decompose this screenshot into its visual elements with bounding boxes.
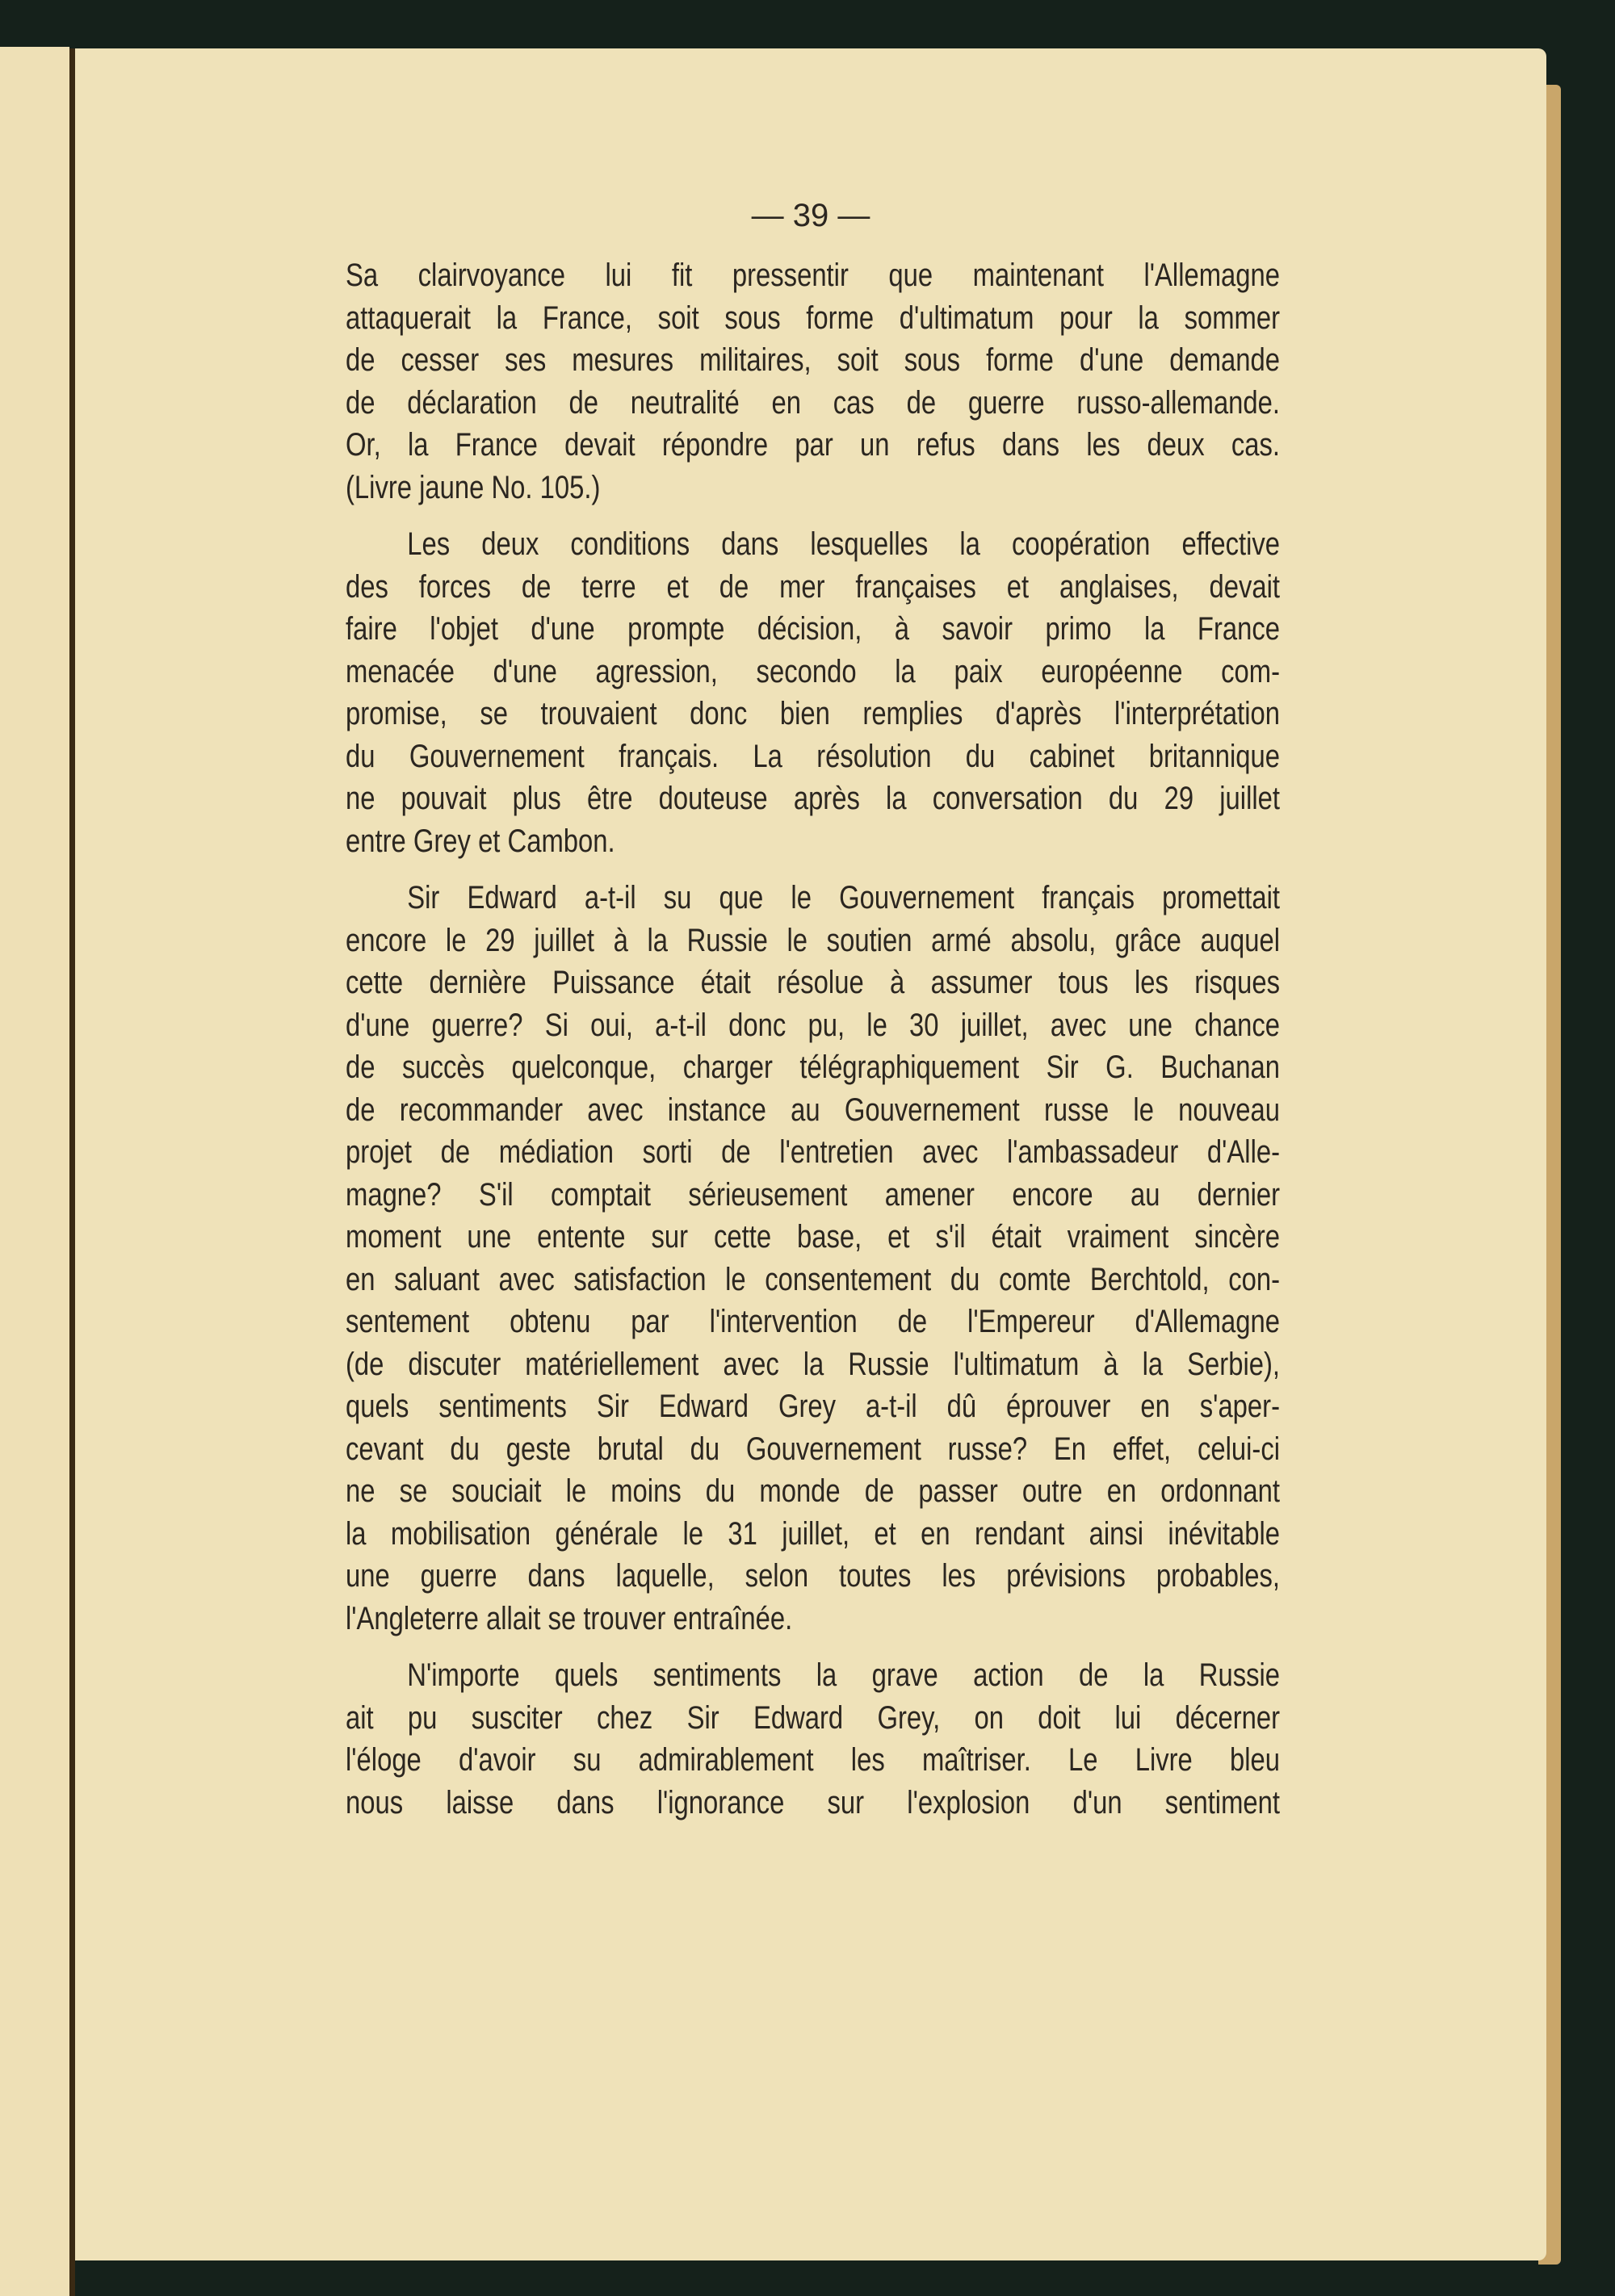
text-line: cevant du geste brutal du Gouvernement russe? En effet, celui-ci bbox=[346, 1431, 1281, 1467]
text-line: moment une entente sur cette base, et s'il était vraiment sincère bbox=[346, 1219, 1281, 1255]
text-line: N'importe quels sentiments la grave action de la Russie bbox=[407, 1657, 1281, 1693]
text-line: entre Grey et Cambon. bbox=[346, 823, 615, 859]
text-line: cette dernière Puissance était résolue à assumer tous les risques bbox=[346, 965, 1281, 1000]
text-line: encore le 29 juillet à la Russie le soutien armé absolu, grâce auquel bbox=[346, 922, 1281, 958]
text-line: promise, se trouvaient donc bien remplies d'après l'interprétation bbox=[346, 696, 1281, 731]
text-line: Sa clairvoyance lui fit pressentir que maintenant l'Allemagne bbox=[346, 258, 1281, 293]
text-line: faire l'objet d'une prompte décision, à savoir primo la France bbox=[346, 611, 1281, 647]
text-line: du Gouvernement français. La résolution du cabinet britannique bbox=[346, 738, 1281, 774]
text-line: attaquerait la France, soit sous forme d'ultimatum pour la sommer bbox=[346, 300, 1281, 336]
text-line: Sir Edward a-t-il su que le Gouvernement français promettait bbox=[407, 880, 1281, 915]
text-line: (Livre jaune No. 105.) bbox=[346, 469, 601, 505]
text-line: en saluant avec satisfaction le consentement du comte Berchtold, con- bbox=[346, 1261, 1281, 1297]
text-line: (de discuter matériellement avec la Russie l'ultimatum à la Serbie), bbox=[346, 1346, 1281, 1382]
body-text bbox=[346, 254, 1280, 1838]
text-line: Les deux conditions dans lesquelles la coopération effective bbox=[407, 526, 1281, 562]
text-line: projet de médiation sorti de l'entretien avec l'ambassadeur d'Alle- bbox=[346, 1134, 1281, 1170]
text-line: la mobilisation générale le 31 juillet, et en rendant ainsi inévitable bbox=[346, 1515, 1281, 1552]
text-line: quels sentiments Sir Edward Grey a-t-il dû éprouver en s'aper- bbox=[346, 1389, 1281, 1424]
text-line: ne se souciait le moins du monde de passer outre en ordonnant bbox=[346, 1473, 1281, 1509]
text-line: magne? S'il comptait sérieusement amener encore au dernier bbox=[346, 1176, 1281, 1213]
text-line: nous laisse dans l'ignorance sur l'explosion d'un sentiment bbox=[346, 1784, 1281, 1820]
page-number: — 39 — bbox=[751, 198, 870, 233]
text-line: de déclaration de neutralité en cas de guerre russo-allemande. bbox=[346, 384, 1281, 421]
text-line: ait pu susciter chez Sir Edward Grey, on doit lui décerner bbox=[346, 1699, 1281, 1736]
text-line: des forces de terre et de mer françaises et anglaises, devait bbox=[346, 568, 1281, 605]
book-gutter bbox=[69, 48, 75, 2296]
paragraph bbox=[346, 877, 1280, 1640]
text-line: sentement obtenu par l'intervention de l'Empereur d'Allemagne bbox=[346, 1304, 1281, 1339]
book-page bbox=[75, 48, 1546, 2260]
text-line: ne pouvait plus être douteuse après la conversation du 29 juillet bbox=[346, 781, 1281, 816]
text-line: l'Angleterre allait se trouver entraînée. bbox=[346, 1600, 793, 1636]
text-line: une guerre dans laquelle, selon toutes les prévisions probables, bbox=[346, 1558, 1281, 1594]
text-line: Or, la France devait répondre par un refus dans les deux cas. bbox=[346, 427, 1281, 463]
text-line: l'éloge d'avoir su admirablement les maîtriser. Le Livre bleu bbox=[346, 1742, 1281, 1778]
text-line: de recommander avec instance au Gouvernement russe le nouveau bbox=[346, 1091, 1281, 1128]
text-line: de cesser ses mesures militaires, soit sous forme d'une demande bbox=[346, 342, 1281, 378]
paragraph bbox=[346, 254, 1280, 509]
text-line: d'une guerre? Si oui, a-t-il donc pu, le 30 juillet, avec une chance bbox=[346, 1007, 1281, 1043]
previous-page-edge bbox=[0, 47, 69, 2296]
text-line: de succès quelconque, charger télégraphiquement Sir G. Buchanan bbox=[346, 1050, 1281, 1085]
paragraph bbox=[346, 1654, 1280, 1824]
paragraph bbox=[346, 523, 1280, 862]
text-line: menacée d'une agression, secondo la paix européenne com- bbox=[346, 653, 1281, 689]
